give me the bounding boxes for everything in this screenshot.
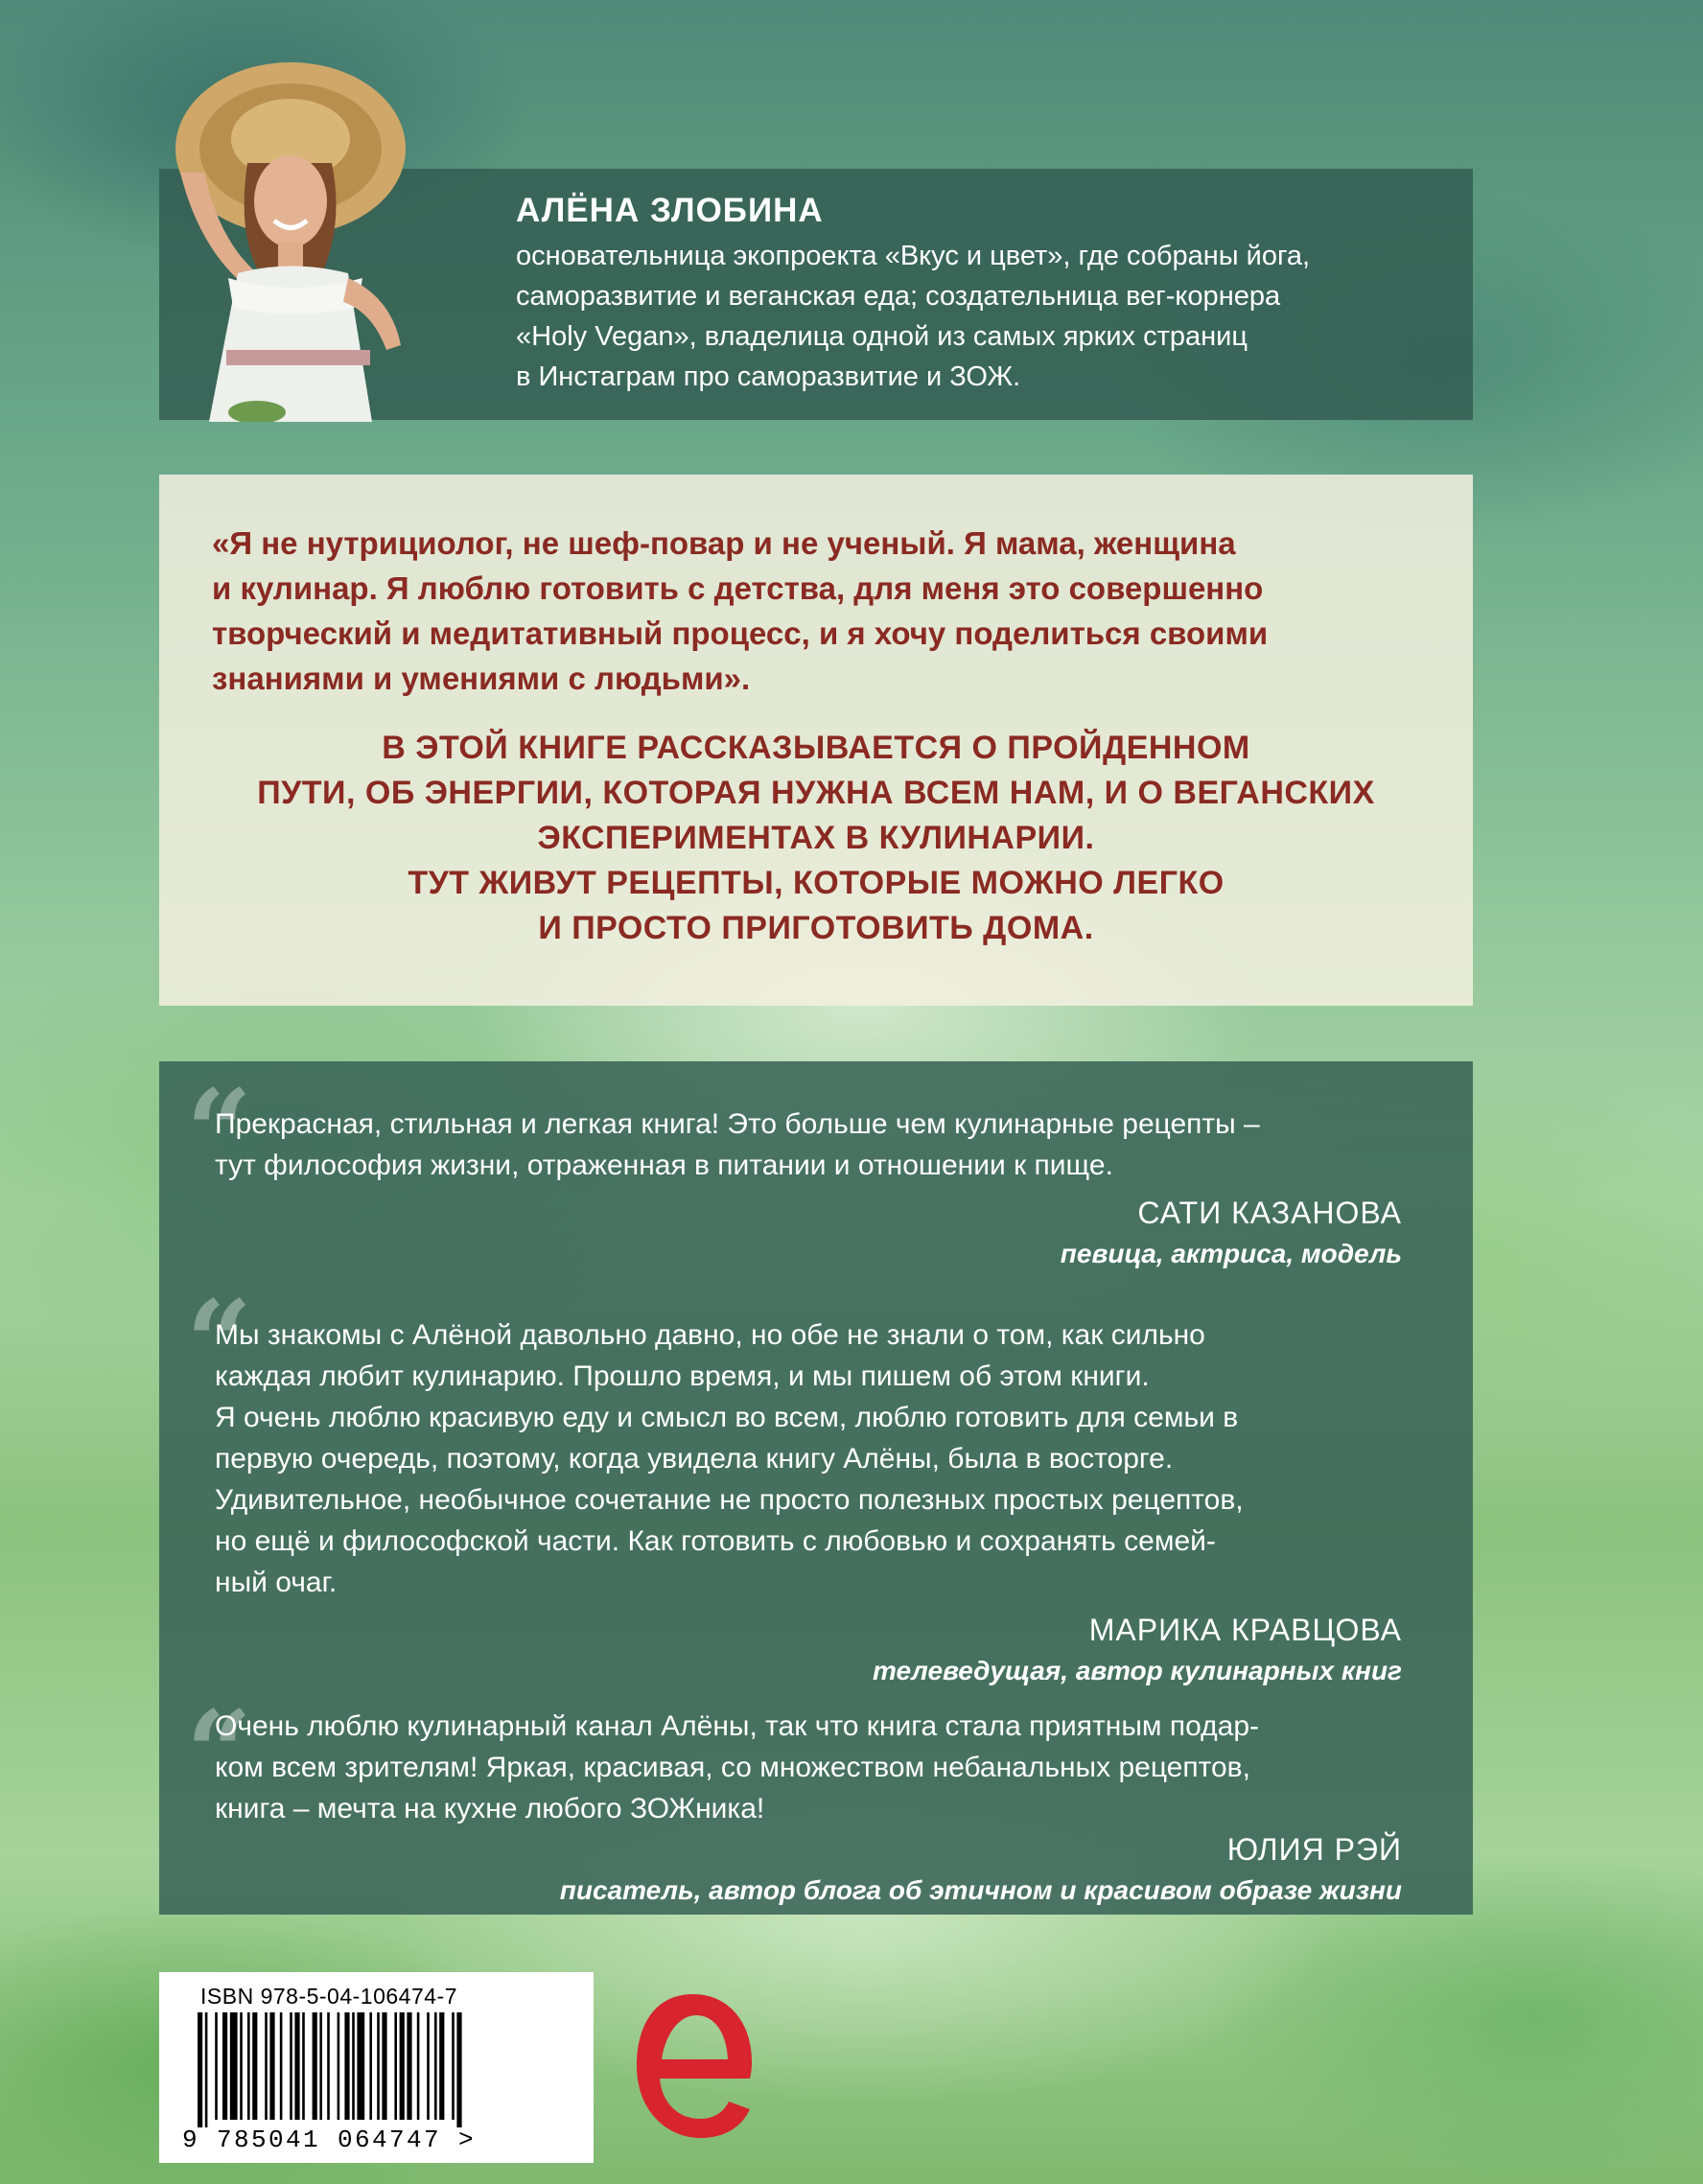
author-name: АЛЁНА ЗЛОБИНА — [516, 192, 824, 229]
quote-mark-icon: “ — [186, 1275, 253, 1410]
isbn-label: ISBN 978-5-04-106474-7 — [200, 1984, 457, 2009]
quote-mark-icon: “ — [186, 1064, 253, 1199]
barcode-digits: 9 785041 064747 > — [182, 2126, 477, 2154]
author-quote: «Я не нутрициолог, не шеф-повар и не ученый. Я мама, женщина и кулинар. Я люблю готовить с детства, для меня это совершенно творческий и медитативный процесс, и я хочу поделиться своими знаниями и умениями с людьми». — [212, 525, 1269, 696]
review-text: Прекрасная, стильная и легкая книга! Это больше чем кулинарные рецепты – тут философия жизни, отраженная в питании и отношении к пище. — [215, 1108, 1260, 1181]
author-info — [516, 192, 1465, 397]
barcode-box — [159, 1972, 594, 2163]
review-text: Очень люблю кулинарный канал Алёны, так что книга стала приятным подар- ком всем зрителям! Яркая, красивая, со множеством небанальных рецептов, книга – мечта на кухне любого ЗОЖника! — [215, 1710, 1260, 1824]
review-author: ЮЛИЯ РЭЙ — [1226, 1832, 1402, 1867]
review-author: МАРИКА КРАВЦОВА — [1088, 1613, 1402, 1647]
reviews-panel — [159, 1061, 1473, 1915]
review-author: САТИ КАЗАНОВА — [1137, 1196, 1402, 1230]
author-photo — [113, 58, 478, 422]
review-text: Мы знакомы с Алёной давольно давно, но обе не знали о том, как сильно каждая любит кулинарию. Прошло время, и мы пишем об этом книги. Я очень люблю красивую еду и смысл во всем, люблю готовить для семьи в первую очередь, поэтому, когда увидела книгу Алёны, была в восторге. Удивительное, необычное сочетание не просто полезных простых рецептов, но ещё и философской части. Как готовить с любовью и сохранять семей- ный очаг. — [215, 1319, 1244, 1598]
publisher-logo-icon — [629, 1975, 758, 2157]
review-role: телеведущая, автор кулинарных книг — [872, 1656, 1402, 1685]
review-role: певица, актриса, модель — [1060, 1239, 1402, 1268]
quote-mark-icon: “ — [186, 1685, 253, 1821]
author-bio: основательница экопроекта «Вкус и цвет», где собраны йога, саморазвитие и веганская еда; создательница вег-корнера «Holy Vegan», владелица одной из самых ярких страниц в Инстаграм про саморазвитие и ЗОЖ. — [516, 241, 1311, 392]
review-role: писатель, автор блога об этичном и красивом образе жизни — [559, 1875, 1402, 1905]
barcode-icon — [198, 2012, 562, 2127]
book-description: В ЭТОЙ КНИГЕ РАССКАЗЫВАЕТСЯ О ПРОЙДЕННОМ ПУТИ, ОБ ЭНЕРГИИ, КОТОРАЯ НУЖНА ВСЕМ НАМ, И О ВЕГАНСКИХ ЭКСПЕРИМЕНТАХ В КУЛИНАРИИ. ТУТ ЖИВУТ РЕЦЕПТЫ, КОТОРЫЕ МОЖНО ЛЕГКО И ПРОСТО ПРИГОТОВИТЬ ДОМА. — [257, 730, 1375, 946]
quote-panel — [159, 475, 1473, 1006]
